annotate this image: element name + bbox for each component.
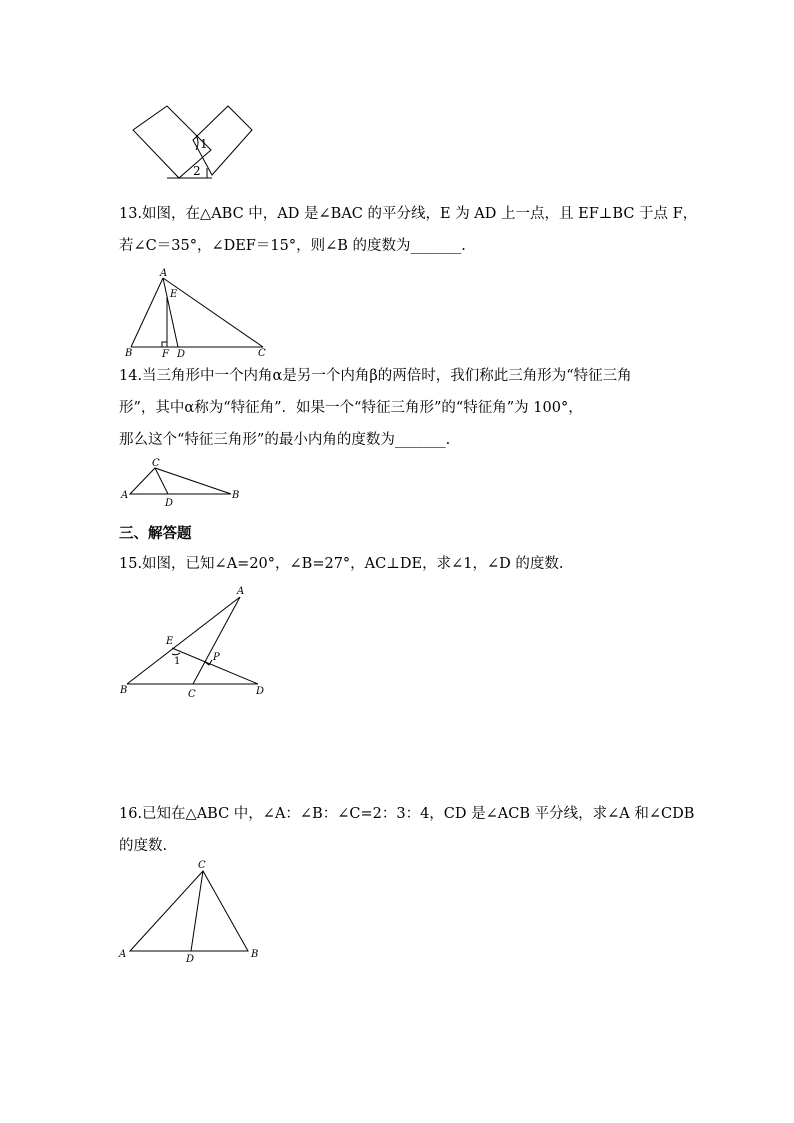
- q13-label-b: B: [125, 348, 133, 359]
- q16-triangle-abc: [130, 871, 248, 951]
- q14-label-b: B: [232, 490, 240, 501]
- q16-bisector-cd: [191, 871, 203, 951]
- section3-heading: 三、解答题: [119, 525, 192, 542]
- q15-label-c: C: [188, 689, 196, 700]
- q15-label-a: A: [237, 586, 245, 597]
- q15-label-p: P: [213, 652, 220, 663]
- q14-line3: 那么这个“特征三角形”的最小内角的度数为_______.: [119, 432, 451, 448]
- q13-line2: 若∠C＝35°，∠DEF＝15°，则∠B 的度数为_______.: [119, 238, 466, 254]
- q15-label-d: D: [256, 686, 265, 697]
- q16-label-d: D: [186, 954, 195, 965]
- q16-line1: 16.已知在△ABC 中，∠A：∠B：∠C=2：3：4，CD 是∠ACB 平分线，求∠A 和∠CDB: [119, 806, 695, 822]
- q14-label-d: D: [165, 498, 174, 509]
- q15-label-1: 1: [174, 656, 181, 667]
- fig12-label-2: 2: [193, 164, 201, 178]
- q13-label-f: F: [162, 349, 169, 360]
- q15-label-b: B: [120, 685, 128, 696]
- q13-label-a: A: [160, 268, 168, 279]
- q16-line2: 的度数.: [119, 838, 168, 854]
- q15-label-e: E: [166, 636, 174, 647]
- q15-line1: 15.如图，已知∠A=20°，∠B=27°，AC⊥DE，求∠1，∠D 的度数.: [119, 556, 564, 572]
- q16-label-a: A: [119, 949, 127, 960]
- q13-label-e: E: [170, 289, 178, 300]
- q14-line2: 形”，其中α称为“特征角”．如果一个“特征三角形”的“特征角”为 100°，: [119, 400, 583, 416]
- fig12-label-1: 1: [200, 137, 208, 151]
- q14-label-a: A: [121, 490, 129, 501]
- q16-label-b: B: [251, 949, 259, 960]
- q13-line1: 13.如图，在△ABC 中，AD 是∠BAC 的平分线，E 为 AD 上一点，且 EF⊥BC 于点 F，: [119, 206, 698, 222]
- q16-label-c: C: [198, 860, 206, 871]
- q13-label-c: C: [258, 348, 266, 359]
- q13-label-d: D: [177, 349, 186, 360]
- q14-label-c: C: [152, 458, 160, 469]
- q14-line1: 14.当三角形中一个内角α是另一个内角β的两倍时，我们称此三角形为“特征三角: [119, 368, 632, 384]
